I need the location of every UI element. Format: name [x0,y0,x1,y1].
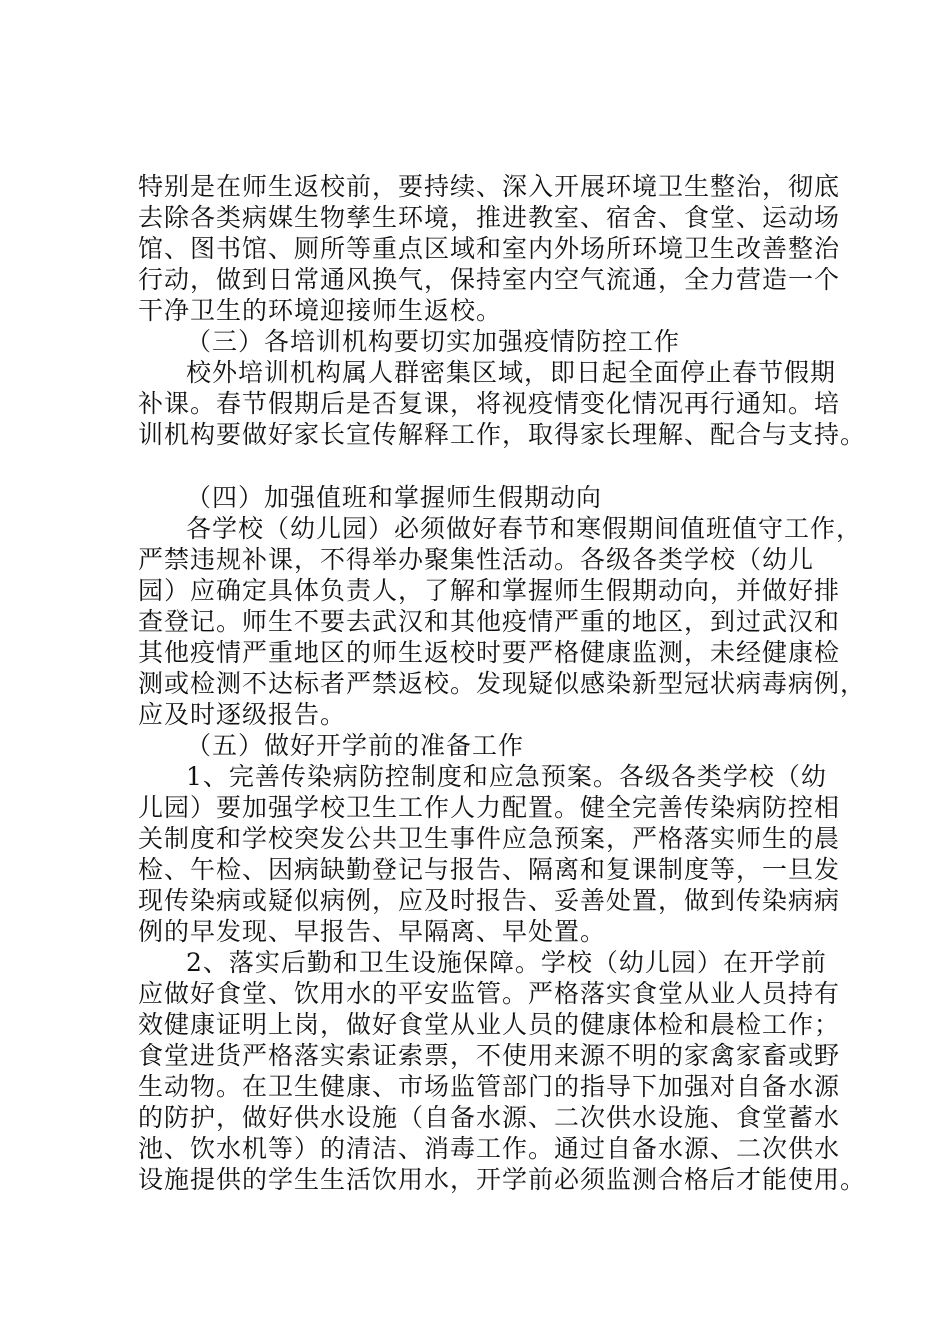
paragraph-line: 查登记。师生不要去武汉和其他疫情严重的地区，到过武汉和 [138,607,841,636]
paragraph-line: 应及时逐级报告。 [138,700,347,729]
paragraph-line: 特别是在师生返校前，要持续、深入开展环境卫生整治，彻底 [138,172,841,201]
paragraph-line: 严禁违规补课，不得举办聚集性活动。各级各类学校（幼儿 [138,545,815,574]
section-heading-5: （五）做好开学前的准备工作 [186,731,525,760]
paragraph-line: 设施提供的学生生活饮用水，开学前必须监测合格后才能使用。 [138,1165,867,1194]
paragraph-line: 馆、图书馆、厕所等重点区域和室内外场所环境卫生改善整治 [138,234,841,263]
paragraph-line: 池、饮水机等）的清洁、消毒工作。通过自备水源、二次供水 [138,1134,841,1163]
paragraph-line: 关制度和学校突发公共卫生事件应急预案，严格落实师生的晨 [138,824,841,853]
paragraph-line: 1、完善传染病防控制度和应急预案。各级各类学校（幼 [186,762,827,791]
paragraph-line: 园）应确定具体负责人，了解和掌握师生假期动向，并做好排 [138,576,841,605]
paragraph-line: 效健康证明上岗，做好食堂从业人员的健康体检和晨检工作； [138,1010,841,1039]
paragraph-line: 校外培训机构属人群密集区域，即日起全面停止春节假期 [186,358,837,387]
paragraph-line: 行动，做到日常通风换气，保持室内空气流通，全力营造一个 [138,265,841,294]
paragraph-line: 各学校（幼儿园）必须做好春节和寒假期间值班值守工作， [186,514,863,543]
text-block-bottom [138,482,867,1195]
paragraph-line: 检、午检、因病缺勤登记与报告、隔离和复课制度等，一旦发 [138,855,841,884]
paragraph-line: 食堂进货严格落实索证索票，不使用来源不明的家禽家畜或野 [138,1041,841,1070]
paragraph-line: 测或检测不达标者严禁返校。发现疑似感染新型冠状病毒病例， [138,669,867,698]
paragraph-line: 去除各类病媒生物孳生环境，推进教室、宿舍、食堂、运动场 [138,203,841,232]
paragraph-line: 现传染病或疑似病例，应及时报告、妥善处置，做到传染病病 [138,886,841,915]
paragraph-line: 训机构要做好家长宣传解释工作，取得家长理解、配合与支持。 [138,420,867,449]
section-heading-3: （三）各培训机构要切实加强疫情防控工作 [186,327,681,356]
paragraph-line: 的防护，做好供水设施（自备水源、二次供水设施、食堂蓄水 [138,1103,841,1132]
paragraph-line: 生动物。在卫生健康、市场监管部门的指导下加强对自备水源 [138,1072,841,1101]
paragraph-line: 应做好食堂、饮用水的平安监管。严格落实食堂从业人员持有 [138,979,841,1008]
paragraph-line: 例的早发现、早报告、早隔离、早处置。 [138,917,607,946]
text-block-top [138,171,867,450]
paragraph-line: 干净卫生的环境迎接师生返校。 [138,296,503,325]
section-heading-4: （四）加强值班和掌握师生假期动向 [186,483,603,512]
paragraph-line: 儿园）要加强学校卫生工作人力配置。健全完善传染病防控相 [138,793,841,822]
paragraph-line: 补课。春节假期后是否复课，将视疫情变化情况再行通知。培 [138,389,841,418]
paragraph-line: 其他疫情严重地区的师生返校时要严格健康监测，未经健康检 [138,638,841,667]
paragraph-line: 2、落实后勤和卫生设施保障。学校（幼儿园）在开学前 [186,948,827,977]
